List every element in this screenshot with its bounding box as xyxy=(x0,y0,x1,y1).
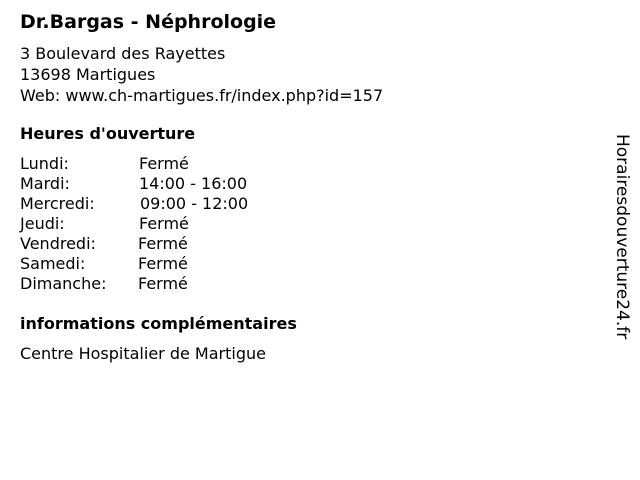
hours-row-saturday xyxy=(20,254,320,274)
hours-value: 14:00 - 16:00 xyxy=(139,174,248,193)
day-label: Mardi: xyxy=(20,174,70,193)
street-address: 3 Boulevard des Rayettes xyxy=(20,44,226,63)
day-label: Jeudi: xyxy=(20,214,65,233)
hours-value: Fermé xyxy=(138,274,188,293)
day-label: Vendredi: xyxy=(20,234,96,253)
hours-value: Fermé xyxy=(138,234,188,253)
city-address: 13698 Martigues xyxy=(20,65,156,84)
page-title: Dr.Bargas - Néphrologie xyxy=(20,11,277,33)
day-label: Samedi: xyxy=(20,254,86,273)
address-block xyxy=(20,43,383,106)
hours-value: Fermé xyxy=(139,154,189,173)
website-line: Web: www.ch-martigues.fr/index.php?id=157 xyxy=(20,86,384,105)
hours-row-wednesday xyxy=(20,194,320,214)
hours-row-thursday xyxy=(20,214,320,234)
additional-info-text: Centre Hospitalier de Martigue xyxy=(20,344,266,363)
additional-info-heading: informations complémentaires xyxy=(20,314,297,333)
day-label: Mercredi: xyxy=(20,194,95,213)
opening-hours-heading: Heures d'ouverture xyxy=(20,124,196,143)
opening-hours-table xyxy=(20,154,320,294)
hours-value: Fermé xyxy=(138,254,188,273)
day-label: Dimanche: xyxy=(20,274,107,293)
hours-value: Fermé xyxy=(139,214,189,233)
hours-row-tuesday xyxy=(20,174,320,194)
site-watermark-text: Horairesdouverture24.fr xyxy=(612,134,632,340)
hours-row-monday xyxy=(20,154,320,174)
site-watermark xyxy=(609,134,635,344)
day-label: Lundi: xyxy=(20,154,69,173)
hours-value: 09:00 - 12:00 xyxy=(140,194,249,213)
hours-row-friday xyxy=(20,234,320,254)
hours-row-sunday xyxy=(20,274,320,294)
